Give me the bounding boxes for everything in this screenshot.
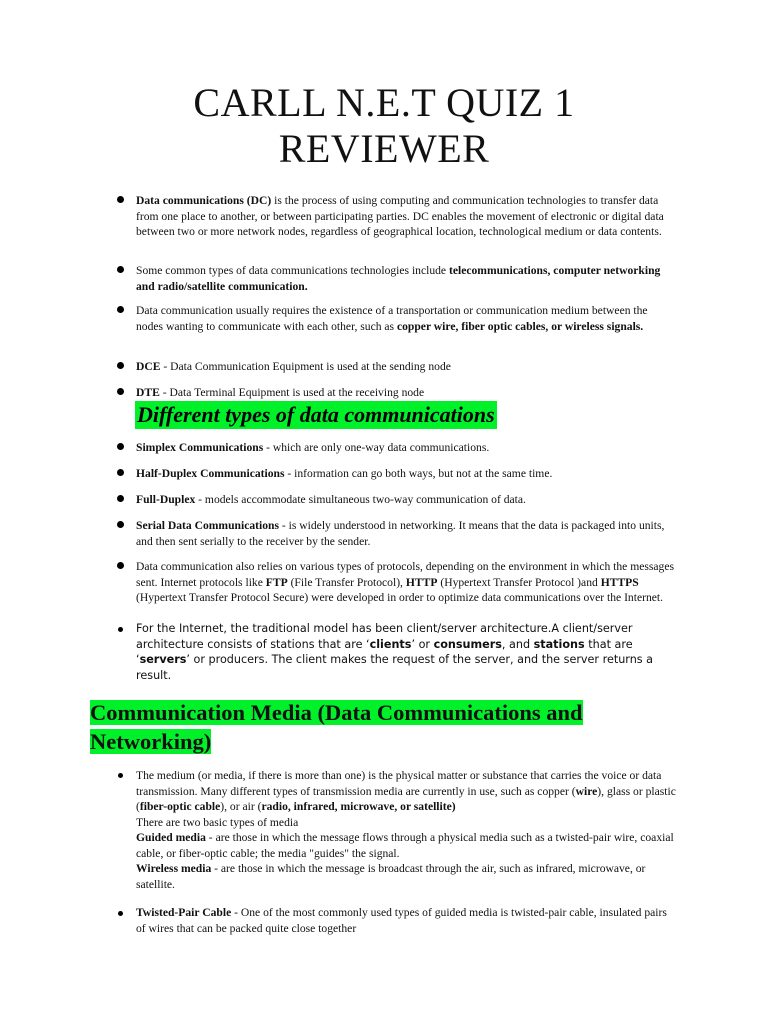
text-run: that are ‘ bbox=[136, 637, 633, 666]
bullet-dot bbox=[117, 495, 124, 502]
definition: - One of the most commonly used types of guided media is twisted-pair cable, insulated pairs of wires that can be packed quite close together bbox=[136, 906, 667, 935]
definition: is the process of using computing and communication technologies to transfer data from one place to another, or between participating parties. DC enables the movement of electronic or digital data between two or more network nodes, regardless of geographical location, technological medium or data contents. bbox=[136, 194, 664, 238]
list-item bbox=[136, 193, 676, 240]
heading-text: Communication Media (Data Communications and Networking) bbox=[90, 700, 583, 754]
bullet-dot bbox=[117, 443, 124, 450]
term: FTP bbox=[265, 575, 288, 589]
term: DTE bbox=[136, 386, 160, 399]
term: Serial Data Communications bbox=[136, 519, 279, 532]
definition: Some common types of data communications technologies include bbox=[136, 264, 449, 277]
term: telecommunications, computer networking and radio/satellite communication. bbox=[136, 264, 661, 293]
list-item bbox=[136, 385, 676, 401]
list-item bbox=[136, 263, 676, 294]
list-item bbox=[136, 440, 676, 456]
term: Guided media bbox=[136, 831, 206, 844]
bullet-dot bbox=[118, 773, 123, 778]
term: Data communications (DC) bbox=[136, 194, 272, 207]
term: fiber-optic cable bbox=[139, 800, 221, 813]
definition: - which are only one-way data communications. bbox=[263, 441, 490, 454]
list-item-client-server bbox=[136, 621, 676, 683]
list-item bbox=[136, 359, 676, 375]
text-run: There are two basic types of media bbox=[136, 815, 299, 829]
definition: - Data Terminal Equipment is used at the receiving node bbox=[159, 386, 425, 399]
term: Full-Duplex bbox=[136, 493, 196, 506]
definition: - Data Communication Equipment is used at the sending node bbox=[160, 360, 451, 373]
bullet-dot bbox=[117, 306, 124, 313]
term: Simplex Communications bbox=[136, 441, 264, 454]
bullet-dot bbox=[117, 196, 124, 203]
section-heading-types: Different types of data communications bbox=[137, 402, 495, 427]
text-run: ’ or bbox=[411, 637, 434, 651]
text-run: ), glass or plastic ( bbox=[136, 784, 676, 813]
text-run: The medium (or media, if there is more than one) is the physical matter or substance that carries the voice or data transmission. Many different types of transmission media are currently in use, such as copper ( bbox=[136, 769, 662, 798]
term: Wireless media bbox=[136, 862, 212, 875]
term: consumers bbox=[433, 637, 502, 651]
title-line-1: CARLL N.E.T QUIZ 1 bbox=[193, 80, 575, 125]
bullet-dot bbox=[117, 266, 124, 273]
list-item-twisted-pair bbox=[136, 905, 676, 936]
list-item bbox=[136, 303, 676, 334]
text-run: Data communication also relies on various types of protocols, depending on the environment in which the messages sent. Internet protocols like bbox=[136, 560, 675, 589]
term: DCE bbox=[136, 360, 161, 373]
term: radio, infrared, microwave, or satellite) bbox=[261, 800, 456, 813]
term: wire bbox=[575, 784, 598, 798]
text-run: (Hypertext Transfer Protocol Secure) were developed in order to optimize data communications over the Internet. bbox=[136, 591, 664, 604]
bullet-dot bbox=[117, 362, 124, 369]
term: Twisted-Pair Cable bbox=[136, 906, 232, 919]
term: clients bbox=[369, 637, 412, 651]
text-run: (Hypertext Transfer Protocol )and bbox=[437, 575, 601, 589]
list-item bbox=[136, 518, 676, 549]
list-item bbox=[136, 466, 676, 482]
text-run: For the Internet, the traditional model has been client/server architecture.A client/server architecture consists of stations that are ‘ bbox=[136, 622, 633, 651]
bullet-dot bbox=[118, 627, 123, 632]
term: HTTPS bbox=[600, 575, 639, 589]
list-item-protocols bbox=[136, 559, 676, 606]
text-run: ’ or producers. The client makes the request of the server, and the server returns a result. bbox=[136, 653, 654, 682]
list-item bbox=[136, 492, 676, 508]
term: stations bbox=[533, 637, 585, 651]
text-run: , and bbox=[501, 637, 534, 651]
definition: Data communication usually requires the existence of a transportation or communication medium between the nodes wanting to communicate with each other, such as bbox=[136, 304, 648, 333]
text-run: - are those in which the message is broadcast through the air, such as infrared, microwave, or satellite. bbox=[136, 862, 646, 891]
definition: - models accommodate simultaneous two-way communication of data. bbox=[195, 493, 526, 506]
list-item-media bbox=[136, 768, 676, 892]
definition: - is widely understood in networking. It means that the data is packaged into units, and then sent serially to the receiver by the sender. bbox=[136, 519, 665, 548]
bullet-dot bbox=[118, 911, 123, 916]
text-run: (File Transfer Protocol), bbox=[287, 575, 406, 589]
term: HTTP bbox=[405, 575, 438, 589]
bullet-dot bbox=[117, 469, 124, 476]
text-run: ), or air ( bbox=[220, 800, 262, 813]
title-line-2: REVIEWER bbox=[278, 126, 490, 171]
text-run: - are those in which the message flows through a physical media such as a twisted-pair wire, coaxial cable, or fiber-optic cable; the media "guides" the signal. bbox=[136, 831, 674, 860]
bullet-dot bbox=[117, 562, 124, 569]
page-title bbox=[90, 80, 678, 172]
term: Half-Duplex Communications bbox=[136, 467, 285, 480]
bullet-dot bbox=[117, 388, 124, 395]
section-heading-media bbox=[90, 698, 650, 756]
definition: - information can go both ways, but not at the same time. bbox=[284, 467, 553, 480]
term: servers bbox=[139, 653, 187, 666]
bullet-dot bbox=[117, 521, 124, 528]
term: copper wire, fiber optic cables, or wireless signals. bbox=[396, 319, 644, 333]
